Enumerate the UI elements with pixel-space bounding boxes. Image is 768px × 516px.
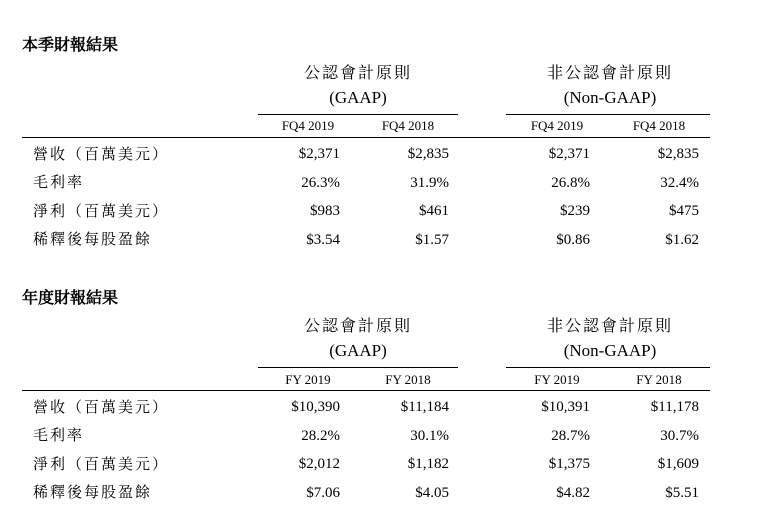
column-header: FY 2018	[636, 372, 682, 387]
row-label: 毛利率	[33, 426, 85, 444]
row-label: 稀釋後每股盈餘	[33, 230, 153, 248]
table-cell: 28.7%	[551, 428, 590, 444]
non-gaap-subheader: (Non-GAAP)	[563, 88, 657, 107]
table-cell: $5.51	[665, 485, 699, 501]
table-cell: $983	[310, 203, 340, 219]
table-cell: $11,178	[650, 399, 699, 415]
table-cell: 26.3%	[301, 175, 340, 191]
table-cell: $475	[669, 203, 699, 219]
header-top-rule	[506, 114, 710, 115]
gaap-subheader: (GAAP)	[329, 341, 387, 360]
table-cell: 30.1%	[410, 428, 449, 444]
header-top-rule	[258, 367, 458, 368]
table-cell: $461	[419, 203, 449, 219]
table-cell: $2,371	[548, 146, 590, 162]
non-gaap-header: 非公認會計原則	[546, 63, 673, 82]
table-cell: $7.06	[306, 485, 340, 501]
table-cell: $1,609	[657, 456, 699, 472]
row-label: 稀釋後每股盈餘	[33, 483, 153, 501]
table-cell: $3.54	[306, 232, 340, 248]
section-title: 本季財報結果	[22, 35, 119, 54]
table-cell: 30.7%	[660, 428, 699, 444]
table-cell: $1,375	[548, 456, 590, 472]
row-label: 營收（百萬美元）	[33, 398, 170, 416]
table-cell: $4.82	[556, 485, 590, 501]
table-cell: $2,835	[407, 146, 449, 162]
table-cell: $1,182	[407, 456, 449, 472]
section-title: 年度財報結果	[22, 288, 119, 307]
column-header: FY 2019	[285, 372, 331, 387]
column-header: FQ4 2018	[632, 118, 686, 133]
table-cell: $10,390	[291, 399, 340, 415]
table-cell: $0.86	[556, 232, 590, 248]
gaap-subheader: (GAAP)	[329, 88, 387, 107]
table-cell: 28.2%	[301, 428, 340, 444]
table-cell: $11,184	[400, 399, 449, 415]
table-cell: $2,371	[298, 146, 340, 162]
table-cell: $2,012	[298, 456, 340, 472]
column-header: FY 2019	[534, 372, 580, 387]
table-cell: $1.62	[665, 232, 699, 248]
table-cell: $1.57	[415, 232, 449, 248]
table-rule	[22, 137, 710, 138]
column-header: FQ4 2019	[281, 118, 335, 133]
header-top-rule	[506, 367, 710, 368]
table-cell: $2,835	[657, 146, 699, 162]
table-cell: 32.4%	[660, 175, 699, 191]
gaap-header: 公認會計原則	[303, 63, 412, 82]
gaap-header: 公認會計原則	[303, 316, 412, 335]
column-header: FY 2018	[385, 372, 431, 387]
table-cell: 31.9%	[410, 175, 449, 191]
header-top-rule	[258, 114, 458, 115]
row-label: 淨利（百萬美元）	[33, 202, 170, 220]
non-gaap-header: 非公認會計原則	[546, 316, 673, 335]
row-label: 營收（百萬美元）	[33, 145, 170, 163]
table-cell: $4.05	[415, 485, 449, 501]
row-label: 毛利率	[33, 173, 85, 191]
row-label: 淨利（百萬美元）	[33, 455, 170, 473]
table-cell: $10,391	[541, 399, 590, 415]
column-header: FQ4 2018	[381, 118, 435, 133]
table-rule	[22, 390, 710, 391]
table-cell: 26.8%	[551, 175, 590, 191]
column-header: FQ4 2019	[530, 118, 584, 133]
non-gaap-subheader: (Non-GAAP)	[563, 341, 657, 360]
table-cell: $239	[560, 203, 590, 219]
